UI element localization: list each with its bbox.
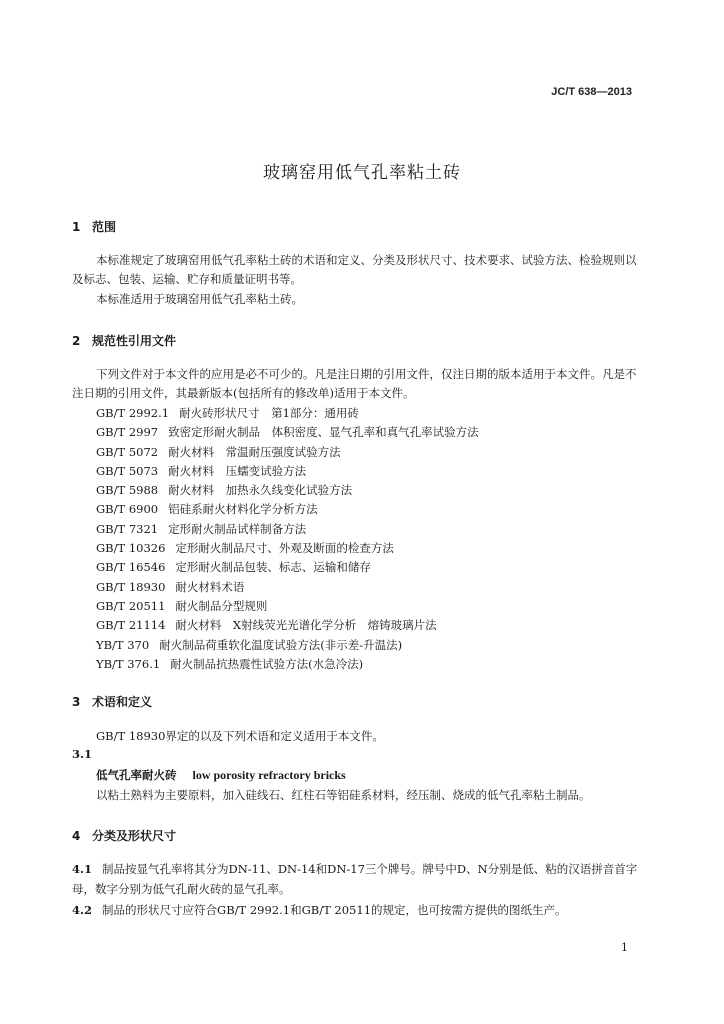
references-intro: 下列文件对于本文件的应用是必不可少的。凡是注日期的引用文件，仅注日期的版本适用于本文件。凡是不注日期的引用文件，其最新版本(包括所有的修改单)适用于本文件。	[72, 367, 637, 400]
reference-item	[96, 404, 479, 423]
reference-code: GB/T 18930	[96, 579, 166, 594]
section-number: 4	[72, 829, 81, 843]
reference-item	[96, 500, 479, 519]
reference-item	[96, 616, 479, 635]
reference-code: GB/T 2997	[96, 425, 159, 440]
section-title: 规范性引用文件	[92, 334, 177, 348]
clause-number: 4.1	[72, 862, 93, 876]
section-1-heading	[72, 218, 116, 235]
reference-code: GB/T 20511	[96, 598, 166, 613]
section-title: 范围	[92, 220, 117, 234]
clause-number: 4.2	[72, 903, 93, 917]
reference-title: 耐火制品分型规则	[175, 598, 268, 613]
reference-title: 定形耐火制品试样制备方法	[168, 521, 307, 536]
terms-intro: GB/T 18930界定的以及下列术语和定义适用于本文件。	[96, 729, 384, 743]
reference-title: 铝硅系耐火材料化学分析方法	[168, 502, 318, 517]
section-2-heading	[72, 332, 176, 349]
reference-item	[96, 597, 479, 616]
reference-item	[96, 423, 479, 442]
section-4-heading	[72, 827, 176, 844]
document-title: 玻璃窑用低气孔率粘土砖	[263, 163, 461, 183]
reference-title: 耐火砖形状尺寸 第1部分：通用砖	[179, 406, 359, 420]
reference-code: GB/T 7321	[96, 521, 159, 536]
section-number: 1	[72, 220, 81, 234]
reference-title: 耐火材料 加热永久线变化试验方法	[168, 483, 353, 498]
section-title: 分类及形状尺寸	[92, 829, 177, 843]
reference-title: 致密定形耐火制品 体积密度、显气孔率和真气孔率试验方法	[168, 425, 479, 440]
reference-item	[96, 443, 479, 462]
clause-body: 制品按显气孔率将其分为DN-11、DN-14和DN-17三个牌号。牌号中D、N分别是低、粘的汉语拼音首字母，数字分别为低气孔耐火砖的显气孔率。	[72, 862, 638, 896]
reference-title: 定形耐火制品尺寸、外观及断面的检查方法	[175, 541, 394, 556]
reference-title: 耐火材料 压蠕变试验方法	[168, 463, 307, 478]
scope-paragraph-2: 本标准适用于玻璃窑用低气孔率粘土砖。	[96, 292, 303, 306]
scope-paragraph-1: 本标准规定了玻璃窑用低气孔率粘土砖的术语和定义、分类及形状尺寸、技术要求、试验方法、检验规则以及标志、包装、运输、贮存和质量证明书等。	[72, 253, 637, 286]
clause-4-1	[72, 859, 640, 899]
reference-title: 耐火材料 常温耐压强度试验方法	[168, 444, 341, 459]
reference-code: GB/T 6900	[96, 502, 159, 517]
term-heading	[96, 767, 346, 783]
page-number: 1	[621, 941, 628, 954]
reference-code: GB/T 16546	[96, 560, 166, 575]
reference-code: GB/T 5988	[96, 483, 159, 498]
reference-code: YB/T 370	[96, 637, 150, 652]
normative-reference-list	[96, 404, 479, 674]
section-title: 术语和定义	[92, 695, 153, 709]
reference-title: 耐火材料 X射线荧光光谱化学分析 熔铸玻璃片法	[175, 618, 437, 633]
reference-code: GB/T 5073	[96, 463, 159, 478]
section-3-heading	[72, 693, 152, 710]
term-english: low porosity refractory bricks	[192, 768, 346, 782]
reference-item	[96, 481, 479, 500]
clause-4-2	[72, 900, 640, 920]
reference-item	[96, 636, 479, 655]
reference-code: GB/T 21114	[96, 618, 166, 633]
reference-item	[96, 539, 479, 558]
term-definition: 以粘土熟料为主要原料，加入硅线石、红柱石等铝硅系材料，经压制、烧成的低气孔率粘土制品。	[96, 788, 591, 802]
clause-3-1-number: 3.1	[72, 747, 93, 761]
reference-title: 耐火材料术语	[175, 579, 245, 594]
reference-item	[96, 462, 479, 481]
term-chinese: 低气孔率耐火砖	[96, 768, 177, 782]
reference-item	[96, 558, 479, 577]
clause-body: 制品的形状尺寸应符合GB/T 2992.1和GB/T 20511的规定，也可按需方提供的图纸生产。	[102, 903, 567, 917]
reference-title: 定形耐火制品包装、标志、运输和储存	[175, 560, 371, 575]
reference-code: GB/T 2992.1	[96, 406, 170, 420]
section-number: 3	[72, 695, 81, 709]
reference-code: GB/T 10326	[96, 541, 166, 556]
reference-title: 耐火制品荷重软化温度试验方法(非示差-升温法)	[159, 637, 403, 652]
reference-item	[96, 578, 479, 597]
reference-item	[96, 655, 479, 674]
reference-code: GB/T 5072	[96, 444, 159, 459]
section-number: 2	[72, 334, 81, 348]
standard-code: JC/T 638—2013	[551, 86, 632, 98]
reference-code: YB/T 376.1	[96, 656, 161, 671]
reference-item	[96, 520, 479, 539]
reference-title: 耐火制品抗热震性试验方法(水急冷法)	[170, 656, 364, 671]
